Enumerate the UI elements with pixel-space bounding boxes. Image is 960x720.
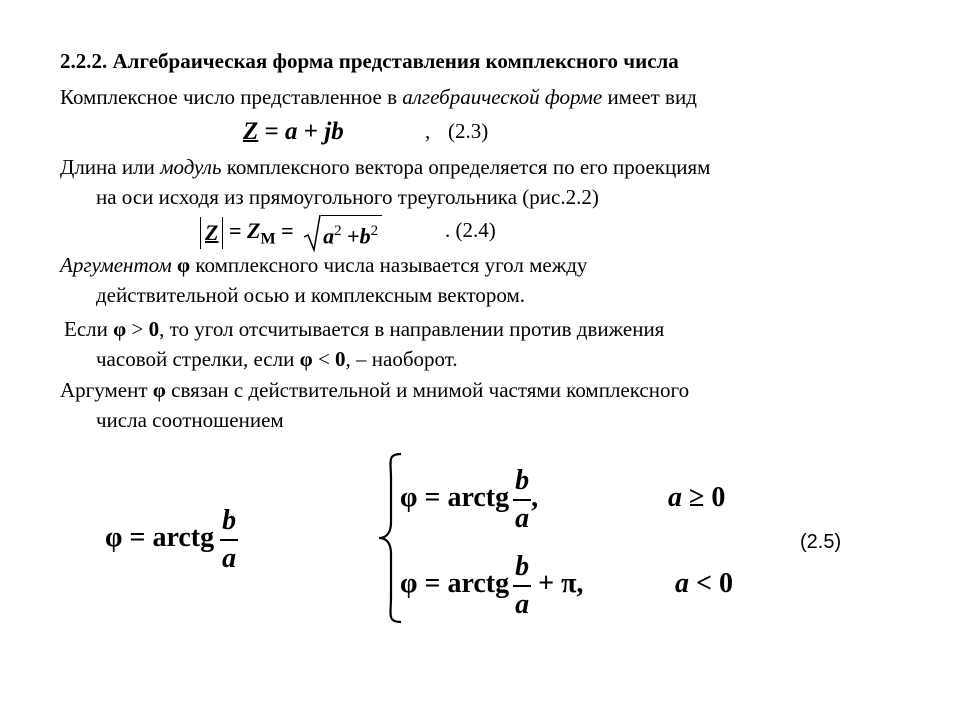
case2-arctg: = arctg — [417, 568, 510, 599]
eq23-z-vector: Z — [243, 118, 259, 145]
equation-case-1 — [400, 458, 538, 538]
paragraph-algebraic-form — [60, 82, 697, 112]
eq24-sub-m: M — [260, 230, 276, 248]
p5-t2: связан с действительной и мнимой частями комплексного — [165, 378, 690, 402]
eq24-radicand — [321, 215, 382, 251]
case2-condition — [675, 544, 733, 624]
p4-t1: Если — [64, 317, 114, 341]
p4-l2c: , – наоборот. — [345, 347, 458, 371]
eq24-label: . (2.4) — [445, 218, 496, 242]
eq24-b: b — [359, 223, 371, 249]
p4-zero1: 0 — [148, 317, 160, 341]
eq23-jb: jb — [324, 118, 344, 145]
p2-text-end: комплексного вектора определяется по его проекциям — [221, 155, 711, 179]
p2-text: Длина или — [60, 155, 161, 179]
eq25l-fraction — [220, 505, 238, 575]
paragraph-modulus — [60, 152, 710, 212]
p4-phi2: φ — [299, 347, 313, 371]
p1-text-end: имеет вид — [602, 85, 697, 109]
p4-t2: > — [126, 317, 149, 341]
eq25l-phi: φ — [105, 522, 123, 553]
equation-2-5-left — [105, 498, 238, 578]
eq25l-den: a — [222, 542, 237, 574]
case2-fraction — [513, 551, 531, 621]
p3-phi: φ — [176, 253, 191, 277]
equation-case-2 — [400, 544, 583, 624]
p3-italic: Аргументом — [60, 253, 172, 277]
section-heading: 2.2.2. Алгебраическая форма представления комплексного числа — [60, 49, 679, 73]
eq23-label: (2.3) — [448, 119, 489, 143]
case1-tail: , — [531, 482, 539, 513]
eq23-plus: + — [297, 118, 325, 145]
paragraph-argument-definition — [60, 250, 587, 310]
p4-zero2: 0 — [335, 347, 346, 371]
case1-den: a — [515, 502, 530, 534]
eq24-abs-bars — [200, 217, 223, 249]
p1-italic: алгебраической форме — [402, 85, 603, 109]
case2-tail: + π, — [531, 568, 584, 599]
equation-2-4 — [200, 210, 382, 252]
p4-phi1: φ — [113, 317, 127, 341]
case1-condition — [668, 458, 725, 538]
p4-l2b: < — [312, 347, 336, 371]
case2-cond-op: < 0 — [689, 568, 733, 599]
case1-fraction — [513, 465, 531, 535]
p2-italic: модуль — [160, 155, 222, 179]
eq25-label: (2.5) — [800, 531, 842, 553]
eq23-a: a — [285, 118, 298, 145]
p2-line2: на оси исходя из прямоугольного треугольника (рис.2.2) — [96, 185, 599, 209]
eq24-equals1: = — [228, 218, 247, 243]
eq25l-num: b — [220, 505, 238, 541]
eq23-equals: = — [258, 118, 286, 145]
eq24-equals2: = — [275, 218, 294, 243]
case1-arctg: = arctg — [417, 482, 510, 513]
case1-cond-op: ≥ 0 — [682, 482, 726, 513]
eq24-exp-b: 2 — [370, 222, 379, 239]
eq24-zm: Z — [247, 218, 261, 243]
case1-num: b — [513, 465, 531, 501]
case1-phi: φ — [400, 482, 418, 513]
case2-den: a — [515, 588, 530, 620]
p3-line2: действительной осью и комплексным вектором. — [96, 283, 526, 307]
eq24-plus: + — [341, 223, 360, 249]
p4-l2a: часовой стрелки, если — [96, 347, 300, 371]
eq24-z: Z — [205, 219, 219, 245]
p4-t3: , то угол отсчитывается в направлении против движения — [159, 317, 665, 341]
eq24-a: a — [323, 223, 335, 249]
p3-text: комплексного числа называется угол между — [190, 253, 588, 277]
case2-num: b — [513, 551, 531, 587]
p1-text: Комплексное число представленное в — [60, 85, 403, 109]
sqrt-radical-icon — [303, 213, 321, 253]
eq23-comma: , — [425, 119, 431, 143]
case2-phi: φ — [400, 568, 418, 599]
equation-2-3 — [243, 116, 344, 148]
p5-t1: Аргумент — [60, 378, 153, 402]
paragraph-argument-relation — [60, 375, 689, 435]
p5-phi: φ — [152, 378, 166, 402]
p5-line2: числа соотношением — [96, 408, 284, 432]
paragraph-angle-direction — [64, 314, 664, 374]
case1-cond-a: a — [668, 482, 682, 513]
eq25l-arctg: = arctg — [122, 522, 215, 553]
case2-cond-a: a — [675, 568, 689, 599]
eq24-exp-a: 2 — [334, 222, 342, 239]
